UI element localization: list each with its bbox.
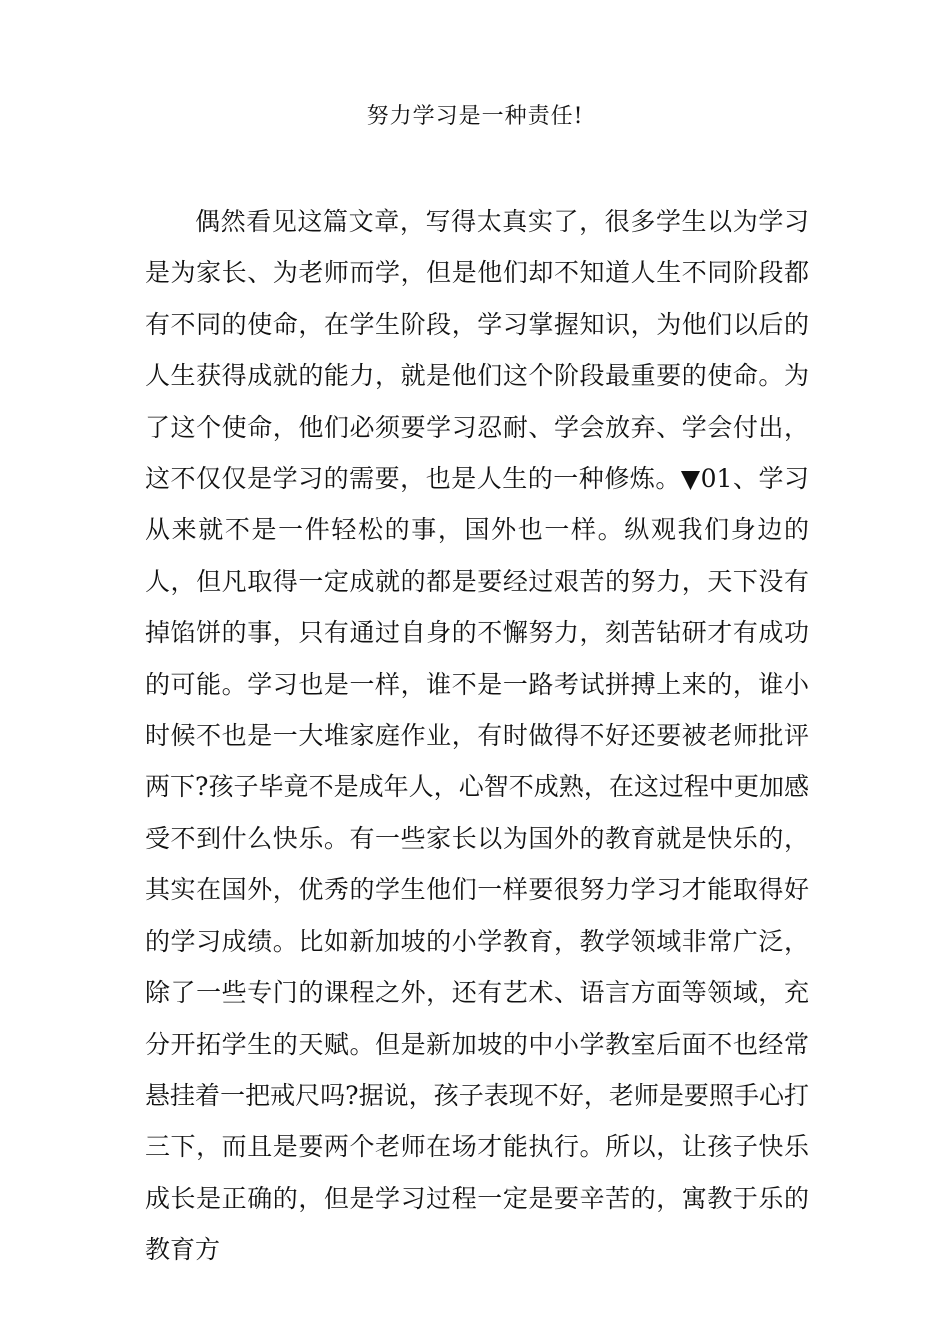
document-body-paragraph: 偶然看见这篇文章，写得太真实了，很多学生以为学习是为家长、为老师而学，但是他们却不知道人生不同阶段都有不同的使命，在学生阶段，学习掌握知识，为他们以后的人生获得成就的能力，就是他们这个阶段最重要的使命。为了这个使命，他们必须要学习忍耐、学会放弃、学会付出，这不仅仅是学习的需要，也是人生的一种修炼。▼01、学习从来就不是一件轻松的事，国外也一样。纵观我们身边的人，但凡取得一定成就的都是要经过艰苦的努力，天下没有掉馅饼的事，只有通过自身的不懈努力，刻苦钻研才有成功的可能。学习也是一样，谁不是一路考试拼搏上来的，谁小时候不也是一大堆家庭作业，有时做得不好还要被老师批评两下?孩子毕竟不是成年人，心智不成熟，在这过程中更加感受不到什么快乐。有一些家长以为国外的教育就是快乐的，其实在国外，优秀的学生他们一样要很努力学习才能取得好的学习成绩。比如新加坡的小学教育，教学领域非常广泛，除了一些专门的课程之外，还有艺术、语言方面等领域，充分开拓学生的天赋。但是新加坡的中小学教室后面不也经常悬挂着一把戒尺吗?据说，孩子表现不好，老师是要照手心打三下，而且是要两个老师在场才能执行。所以，让孩子快乐成长是正确的，但是学习过程一定是要辛苦的，寓教于乐的教育方 [145,207,809,1265]
document-title: 努力学习是一种责任! [366,104,584,129]
